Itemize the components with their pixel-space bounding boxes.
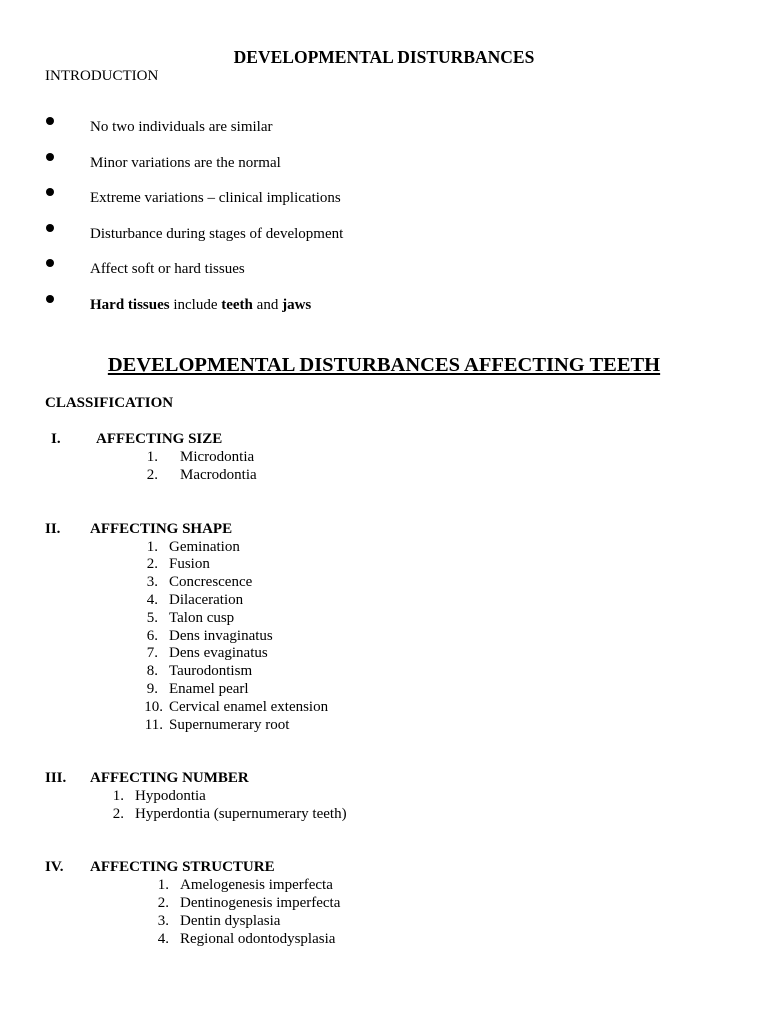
item-number: 2.: [146, 556, 158, 572]
list-item: Cervical enamel extension: [169, 699, 329, 715]
item-number: 2.: [146, 467, 158, 483]
list-item: Microdontia: [180, 449, 255, 465]
item-number: 1.: [112, 788, 124, 804]
item-number: 1.: [146, 539, 158, 555]
list-item: Hyperdontia (supernumerary teeth): [135, 806, 347, 822]
item-number: 8.: [146, 663, 158, 679]
list-item: Macrodontia: [180, 467, 257, 483]
introduction-heading: INTRODUCTION: [45, 68, 159, 84]
item-number: 10.: [144, 699, 163, 715]
bullet-item: Disturbance during stages of development: [90, 226, 344, 242]
item-number: 5.: [146, 610, 158, 626]
item-number: 7.: [146, 645, 158, 661]
group-heading: AFFECTING STRUCTURE: [90, 859, 275, 875]
list-item: Supernumerary root: [169, 717, 290, 733]
item-number: 6.: [146, 628, 158, 644]
list-item: Gemination: [169, 539, 240, 555]
bold-term: jaws: [282, 297, 312, 313]
bullet-item: No two individuals are similar: [90, 119, 273, 135]
list-item: Concrescence: [169, 574, 253, 590]
list-item: Enamel pearl: [169, 681, 249, 697]
bold-term: Hard tissues: [90, 297, 170, 313]
bullet-item: Extreme variations – clinical implications: [90, 190, 341, 206]
group-heading: AFFECTING NUMBER: [90, 770, 249, 786]
item-number: 1.: [157, 877, 169, 893]
bullet-item: Minor variations are the normal: [90, 155, 281, 171]
bullet-dot-icon: [46, 295, 54, 303]
item-number: 9.: [146, 681, 158, 697]
group-numeral: III.: [45, 770, 67, 786]
list-item: Regional odontodysplasia: [180, 931, 336, 947]
group-heading: AFFECTING SIZE: [96, 431, 223, 447]
list-item: Hypodontia: [135, 788, 206, 804]
list-item: Dentin dysplasia: [180, 913, 281, 929]
list-item: Dens evaginatus: [169, 645, 268, 661]
list-item: Dens invaginatus: [169, 628, 273, 644]
bullet-text-fragment: and: [252, 297, 283, 313]
bullet-dot-icon: [46, 259, 54, 267]
list-item: Amelogenesis imperfecta: [180, 877, 333, 893]
bullet-item: Affect soft or hard tissues: [90, 261, 245, 277]
group-heading: AFFECTING SHAPE: [90, 521, 233, 537]
group-numeral: I.: [51, 431, 61, 447]
bullet-text-fragment: include: [169, 297, 222, 313]
classification-heading: CLASSIFICATION: [45, 395, 174, 411]
item-number: 2.: [112, 806, 124, 822]
list-item: Talon cusp: [169, 610, 235, 626]
bullet-dot-icon: [46, 153, 54, 161]
item-number: 1.: [146, 449, 158, 465]
list-item: Dilaceration: [169, 592, 244, 608]
group-numeral: IV.: [45, 859, 64, 875]
bullet-dot-icon: [46, 117, 54, 125]
list-item: Taurodontism: [169, 663, 253, 679]
item-number: 4.: [146, 592, 158, 608]
section-title: DEVELOPMENTAL DISTURBANCES AFFECTING TEETH: [107, 354, 661, 376]
item-number: 11.: [144, 717, 163, 733]
item-number: 3.: [146, 574, 158, 590]
bold-term: teeth: [221, 297, 253, 313]
item-number: 4.: [157, 931, 169, 947]
document-title: DEVELOPMENTAL DISTURBANCES: [233, 47, 535, 67]
list-item: Dentinogenesis imperfecta: [180, 895, 341, 911]
group-numeral: II.: [45, 521, 61, 537]
item-number: 2.: [157, 895, 169, 911]
bullet-dot-icon: [46, 188, 54, 196]
item-number: 3.: [157, 913, 169, 929]
bullet-item-hard-tissues: [90, 296, 311, 314]
list-item: Fusion: [169, 556, 210, 572]
bullet-dot-icon: [46, 224, 54, 232]
